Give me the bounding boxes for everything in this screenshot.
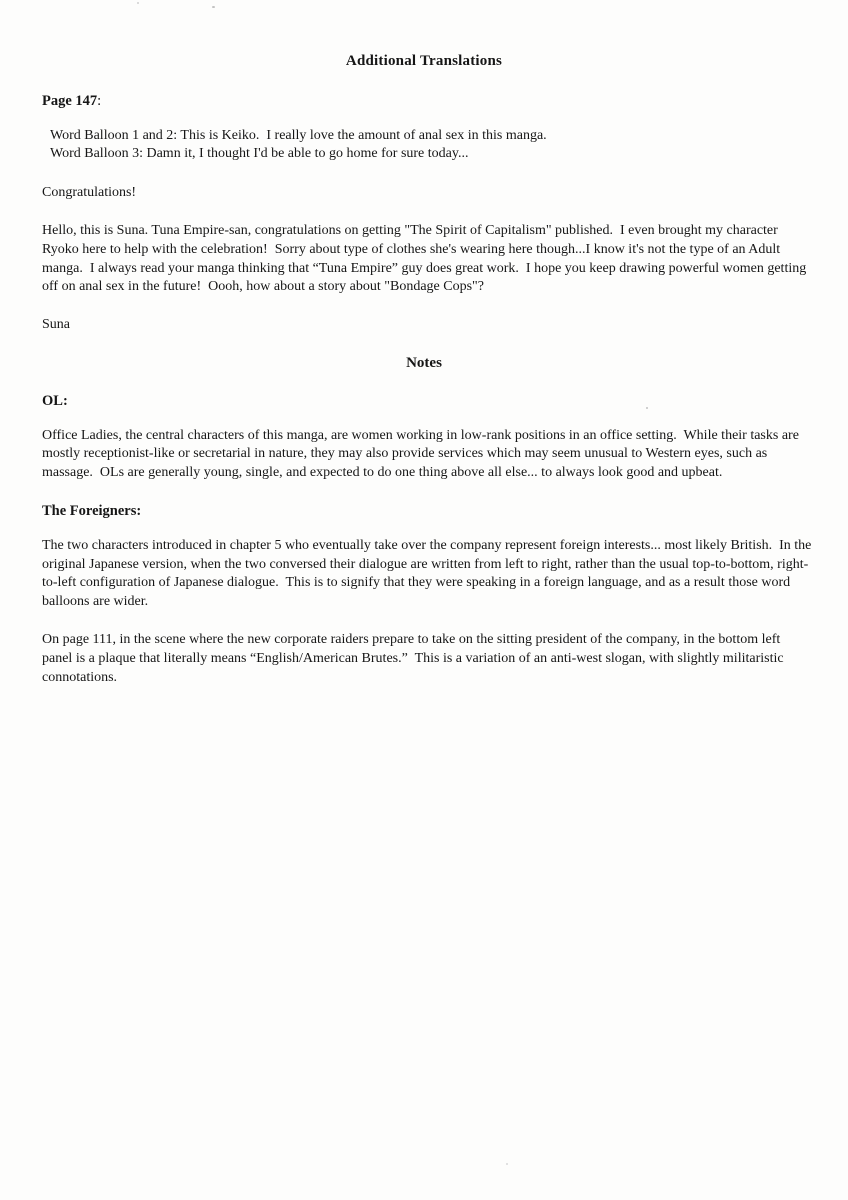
word-balloon-line: Word Balloon 1 and 2: This is Keiko. I really love the amount of anal sex in this manga. [50, 127, 547, 143]
scan-speck [646, 407, 648, 409]
page-147-heading-colon: : [97, 92, 102, 109]
word-balloon-translations [42, 127, 812, 165]
congratulations-line: Congratulations! [42, 185, 137, 201]
scan-speck [137, 2, 139, 4]
foreigners-heading-label: The Foreigners [42, 502, 137, 519]
ol-note-paragraph: Office Ladies, the central characters of this manga, are women working in low-rank positions in an office setting. While their tasks are mostly receptionist-like or secretarial in nature, they may also provide services which may seem unusual to Western eyes, such as massage. OLs are generally young, single, and expected to do one thing above all else... to always look good and upbeat. [42, 427, 803, 481]
foreigners-note-paragraph-1: The two characters introduced in chapter 5 who eventually take over the company represent foreign interests... most likely British. In the original Japanese version, when the two conversed their dialogue are written from left to right, rather than the usual top-to-bottom, right-to-left configuration of Japanese dialogue. This is to signify that they were speaking in a foreign language, and as a result those word balloons are wider. [42, 537, 815, 610]
notes-section-title: Notes [406, 354, 442, 371]
scan-speck [212, 6, 215, 8]
page-147-heading-label: Page 147 [42, 92, 98, 109]
fan-letter-paragraph: Hello, this is Suna. Tuna Empire-san, congratulations on getting "The Spirit of Capitalism" published. I even brought my character Ryoko here to help with the celebration! Sorry about type of clothes she's wearing here though...I know it's not the type of an Adult manga. I always read your manga thinking that “Tuna Empire” guy does great work. I hope you keep drawing powerful women getting off on anal sex in the future! Oooh, how about a story about "Bondage Cops"? [42, 222, 810, 295]
ol-heading [42, 392, 812, 411]
foreigners-heading [42, 502, 812, 521]
letter-signature: Suna [42, 317, 70, 333]
ol-heading-colon: : [62, 392, 68, 409]
foreigners-heading-colon: : [136, 502, 142, 519]
foreigners-note-paragraph-2: On page 111, in the scene where the new corporate raiders prepare to take on the sitting president of the company, in the bottom left panel is a plaque that literally means “English/American Brutes.” This is a variation of an anti-west slogan, with slightly militaristic connotations. [42, 631, 788, 685]
scan-speck [506, 1163, 508, 1165]
document-title: Additional Translations [345, 53, 503, 69]
word-balloon-line: Word Balloon 3: Damn it, I thought I'd be able to go home for sure today... [50, 146, 469, 162]
ol-heading-label: OL [42, 392, 63, 409]
page-147-heading [42, 92, 812, 111]
